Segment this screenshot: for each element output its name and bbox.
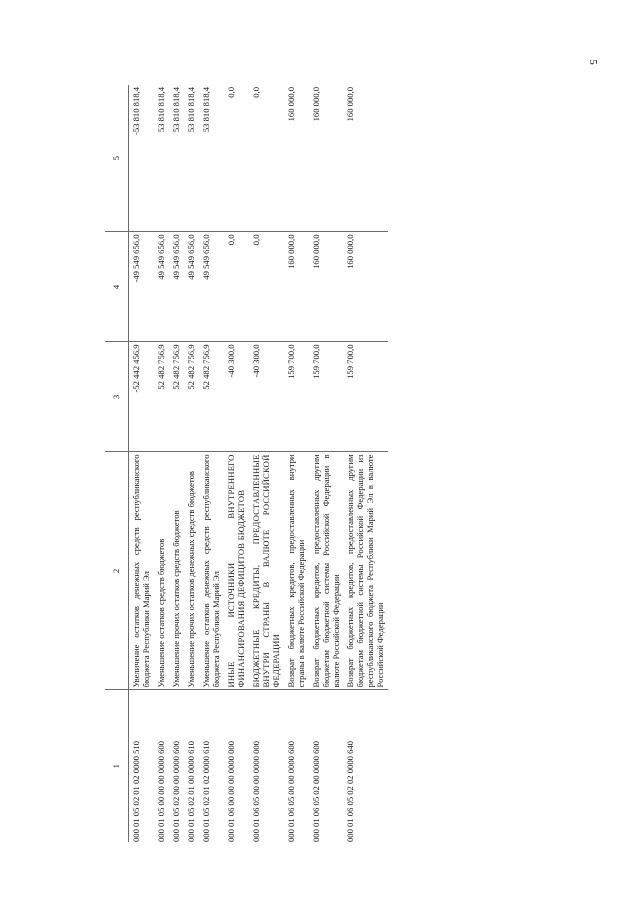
row-value-col3: 52 482 756,9 bbox=[169, 342, 184, 452]
row-name: Возврат бюджетных кредитов, предоставленных другим бюджетам бюджетной системы Российской Федерации из республиканского бюджета Республики Марий Эл в валюте Российской Федерации bbox=[343, 452, 388, 690]
table-row bbox=[343, 85, 388, 842]
table-header-row bbox=[105, 85, 129, 842]
row-value-col5: 160 000,0 bbox=[343, 85, 388, 232]
row-code: 000 01 05 00 00 00 0000 600 bbox=[154, 690, 169, 842]
row-code: 000 01 05 02 01 00 0000 610 bbox=[184, 690, 199, 842]
row-value-col4: 160 000,0 bbox=[284, 232, 309, 342]
row-value-col3: 159 700,0 bbox=[309, 342, 344, 452]
column-header-1: 1 bbox=[105, 690, 129, 842]
row-name: Уменьшение прочих остатков денежных средств бюджетов bbox=[184, 452, 199, 690]
row-value-col5: 160 000,0 bbox=[284, 85, 309, 232]
page-number: 5 bbox=[586, 59, 599, 65]
row-value-col3: 159 700,0 bbox=[284, 342, 309, 452]
row-value-col5: 53 810 818,4 bbox=[169, 85, 184, 232]
row-value-col4: 160 000,0 bbox=[309, 232, 344, 342]
row-name: Возврат бюджетных кредитов, предоставленных другим бюджетам бюджетной системы Российской Федерации в валюте Российской Федерации bbox=[309, 452, 344, 690]
column-header-5: 5 bbox=[105, 85, 129, 232]
row-value-col4: 160 000,0 bbox=[343, 232, 388, 342]
row-name: Уменьшение остатков денежных средств республиканского бюджета Республики Марий Эл bbox=[199, 452, 224, 690]
row-value-col3: 159 700,0 bbox=[343, 342, 388, 452]
row-value-col5: 0,0 bbox=[224, 85, 249, 232]
row-value-col4: 0,0 bbox=[249, 232, 284, 342]
row-name: ИНЫЕ ИСТОЧНИКИ ВНУТРЕННЕГО ФИНАНСИРОВАНИЯ ДЕФИЦИТОВ БЮДЖЕТОВ bbox=[224, 452, 249, 690]
row-name: Возврат бюджетных кредитов, предоставленных внутри страны в валюте Российской Федерации bbox=[284, 452, 309, 690]
row-value-col4: 49 549 656,0 bbox=[184, 232, 199, 342]
table-row bbox=[184, 85, 199, 842]
row-code: 000 01 05 02 00 00 0000 600 bbox=[169, 690, 184, 842]
table-row bbox=[309, 85, 344, 842]
row-name: Увеличение остатков денежных средств республиканского бюджета Республики Марий Эл bbox=[129, 452, 154, 690]
row-value-col3: 52 482 756,9 bbox=[154, 342, 169, 452]
row-name: БЮДЖЕТНЫЕ КРЕДИТЫ, ПРЕДОСТАВЛЕННЫЕ ВНУТРИ СТРАНЫ В ВАЛЮТЕ РОССИЙСКОЙ ФЕДЕРАЦИИ bbox=[249, 452, 284, 690]
row-value-col4: 0,0 bbox=[224, 232, 249, 342]
row-value-col3: -40 300,0 bbox=[249, 342, 284, 452]
row-name: Уменьшение прочих остатков средств бюджетов bbox=[169, 452, 184, 690]
row-value-col4: -49 549 656,0 bbox=[129, 232, 154, 342]
row-value-col3: 52 482 756,9 bbox=[184, 342, 199, 452]
column-header-4: 4 bbox=[105, 232, 129, 342]
row-value-col5: 160 000,0 bbox=[309, 85, 344, 232]
row-code: 000 01 06 05 00 00 0000 000 bbox=[249, 690, 284, 842]
table-row bbox=[224, 85, 249, 842]
column-header-3: 3 bbox=[105, 342, 129, 452]
row-code: 000 01 06 05 02 00 0000 600 bbox=[309, 690, 344, 842]
row-value-col3: 52 482 756,9 bbox=[199, 342, 224, 452]
row-name: Уменьшение остатков средств бюджетов bbox=[154, 452, 169, 690]
table-row bbox=[199, 85, 224, 842]
row-value-col4: 49 549 656,0 bbox=[169, 232, 184, 342]
table-row bbox=[249, 85, 284, 842]
row-value-col5: 53 810 818,4 bbox=[154, 85, 169, 232]
column-header-2: 2 bbox=[105, 452, 129, 690]
row-value-col3: -52 442 456,9 bbox=[129, 342, 154, 452]
row-value-col5: 53 810 818,4 bbox=[199, 85, 224, 232]
row-value-col3: -40 300,0 bbox=[224, 342, 249, 452]
table-row bbox=[154, 85, 169, 842]
row-value-col4: 49 549 656,0 bbox=[199, 232, 224, 342]
row-code: 000 01 06 00 00 00 0000 000 bbox=[224, 690, 249, 842]
row-value-col4: 49 549 656,0 bbox=[154, 232, 169, 342]
row-code: 000 01 05 02 01 02 0000 610 bbox=[199, 690, 224, 842]
row-value-col5: -53 810 818,4 bbox=[129, 85, 154, 232]
table-row bbox=[284, 85, 309, 842]
row-value-col5: 53 810 818,4 bbox=[184, 85, 199, 232]
table-row bbox=[129, 85, 154, 842]
row-code: 000 01 05 02 01 02 0000 510 bbox=[129, 690, 154, 842]
row-code: 000 01 06 05 02 02 0000 640 bbox=[343, 690, 388, 842]
row-code: 000 01 06 05 00 00 0000 600 bbox=[284, 690, 309, 842]
row-value-col5: 0,0 bbox=[249, 85, 284, 232]
table-row bbox=[169, 85, 184, 842]
rotated-page-content bbox=[105, 85, 546, 842]
budget-sources-table bbox=[105, 85, 388, 842]
